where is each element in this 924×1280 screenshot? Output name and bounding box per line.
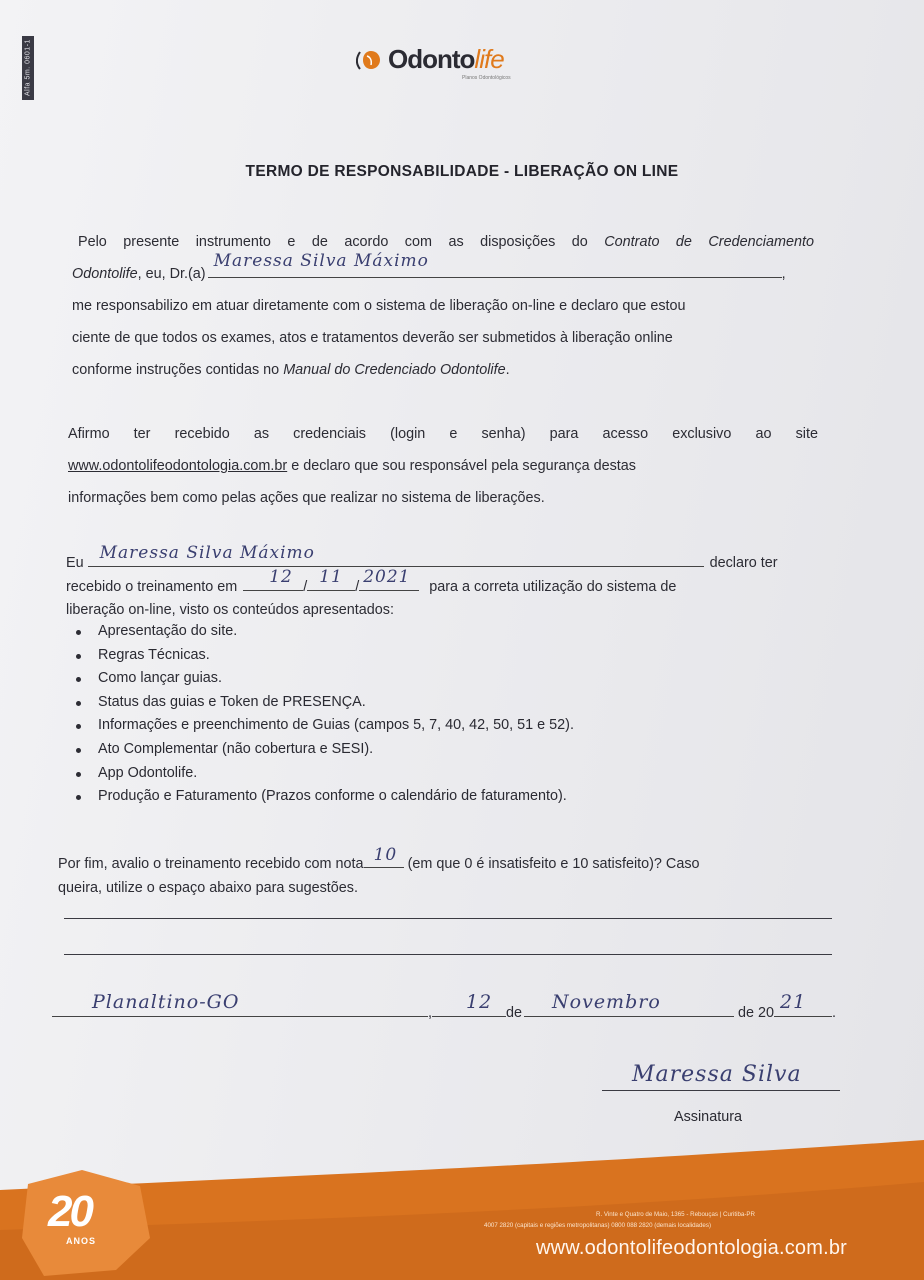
footer-website[interactable]: www.odontolifeodontologia.com.br [536, 1237, 848, 1259]
list-item: App Odontolife. [74, 762, 574, 786]
doctor-name-handwritten: Maressa Silva Máximo [213, 251, 429, 271]
rating-line2: queira, utilize o espaço abaixo para sugestões. [58, 880, 358, 896]
p3-line1 [66, 543, 812, 576]
p1-l5-a: conforme instruções contidas no [72, 362, 284, 378]
rating-score-field [364, 845, 404, 868]
p1-line1 [72, 226, 814, 258]
site-link[interactable]: www.odontolifeodontologia.com.br [68, 458, 288, 474]
topics-list [74, 620, 574, 809]
place-comma: , [428, 1005, 432, 1021]
signature-handwritten: Maressa Silva [632, 1062, 802, 1087]
city-field [52, 991, 428, 1017]
contract-name: Contrato de Credenciamento [604, 234, 814, 250]
list-item: Ato Complementar (não cobertura e SESI). [74, 738, 574, 762]
anniversary-badge-label: ANOS [66, 1236, 97, 1246]
date-sep-1: / [303, 578, 308, 595]
date-year-field [359, 567, 419, 591]
p2-line2 [68, 450, 818, 482]
city-handwritten: Planaltino-GO [92, 991, 240, 1013]
suggestion-line-1[interactable] [64, 918, 832, 919]
logo-mark-icon [356, 48, 382, 72]
p1-line3: me responsabilizo em atuar diretamente com o sistema de liberação on-line e declaro que estou [72, 298, 686, 314]
p3-received: recebido o treinamento em [66, 578, 238, 595]
rating-score: 10 [373, 845, 398, 865]
list-item: Status das guias e Token de PRESENÇA. [74, 691, 574, 715]
p1-l5-c: . [505, 362, 510, 378]
logo-brand-a: Odonto [388, 44, 475, 74]
date-year: 2021 [363, 567, 411, 587]
place-dot: . [832, 1005, 837, 1021]
de-2: de 20 [738, 1005, 775, 1021]
place-date-row [52, 991, 852, 1027]
day-field [432, 991, 506, 1017]
rating-line1 [58, 845, 838, 876]
date-sep-2: / [355, 578, 360, 595]
suggestion-line-2[interactable] [64, 954, 832, 955]
rating-paragraph [58, 845, 838, 900]
date-day: 12 [269, 567, 293, 587]
paragraph-3 [66, 543, 812, 623]
list-item: Apresentação do site. [74, 620, 574, 644]
logo-tagline: Planos Odontológicos [462, 75, 511, 81]
day-handwritten: 12 [466, 991, 493, 1013]
rating-text-b: (em que 0 é insatisfeito e 10 satisfeito)? Caso [407, 856, 700, 872]
manual-name: Manual do Credenciado Odontolife [283, 362, 506, 378]
date-day-field [243, 567, 303, 591]
list-item: Como lançar guias. [74, 667, 574, 691]
p1-line4: ciente de que todos os exames, atos e tratamentos deverão ser submetidos à liberação online [72, 330, 673, 346]
year-handwritten: 21 [780, 991, 807, 1013]
logo-brand-b: life [474, 44, 504, 74]
p3-line2 [66, 567, 812, 600]
place-date-line [52, 991, 852, 1027]
p1-line5 [72, 354, 814, 386]
p3-purpose: para a correta utilização do sistema de [429, 578, 677, 595]
doctor-name-field [208, 251, 782, 278]
year-field [774, 991, 832, 1017]
p1-l2-text: , eu, Dr.(a) [137, 266, 206, 282]
list-item: Informações e preenchimento de Guias (campos 5, 7, 40, 42, 50, 51 e 52). [74, 714, 574, 738]
list-item: Regras Técnicas. [74, 644, 574, 668]
p1-l1-text: Pelo presente instrumento e de acordo com as disposições do [78, 234, 605, 250]
date-month: 11 [319, 567, 343, 587]
month-field [524, 991, 734, 1017]
document-title: TERMO DE RESPONSABILIDADE - LIBERAÇÃO ON LINE [245, 163, 679, 180]
footer-address: R. Vinte e Quatro de Maio, 1365 - Rebouças | Curitiba-PR [596, 1211, 756, 1218]
date-month-field [307, 567, 355, 591]
p2-line3: informações bem como pelas ações que realizar no sistema de liberações. [68, 490, 545, 506]
trainee-name-handwritten: Maressa Silva Máximo [99, 543, 315, 564]
logo-wordmark [388, 44, 504, 75]
brand-italic: Odontolife [72, 266, 138, 282]
footer-phones: 4007 2820 (capitais e regiões metropolitanas) 0800 088 2820 (demais localidades) [484, 1222, 712, 1229]
trainee-name-field [88, 543, 704, 567]
p1-line2 [72, 251, 814, 290]
p3-declaro: declaro ter [709, 555, 778, 571]
signature-label: Assinatura [674, 1109, 742, 1125]
p2-l2-text: e declaro que sou responsável pela segurança destas [287, 458, 637, 474]
paragraph-1 [72, 226, 814, 386]
de-1: de [506, 1005, 523, 1021]
side-label: Alfa 5m. 0601-1 [22, 36, 34, 100]
rating-text-a: Por fim, avalio o treinamento recebido com nota [58, 856, 364, 872]
p2-line1: Afirmo ter recebido as credenciais (login e senha) para acesso exclusivo ao site [68, 426, 818, 442]
p3-line3: liberação on-line, visto os conteúdos apresentados: [66, 602, 394, 619]
month-handwritten: Novembro [552, 991, 661, 1013]
paragraph-2 [68, 418, 818, 514]
list-item: Produção e Faturamento (Prazos conforme o calendário de faturamento). [74, 785, 574, 809]
odontolife-logo [356, 44, 504, 75]
anniversary-badge-number: 20 [48, 1187, 91, 1236]
p3-eu: Eu [66, 555, 84, 571]
p1-l2-end: , [781, 266, 786, 282]
